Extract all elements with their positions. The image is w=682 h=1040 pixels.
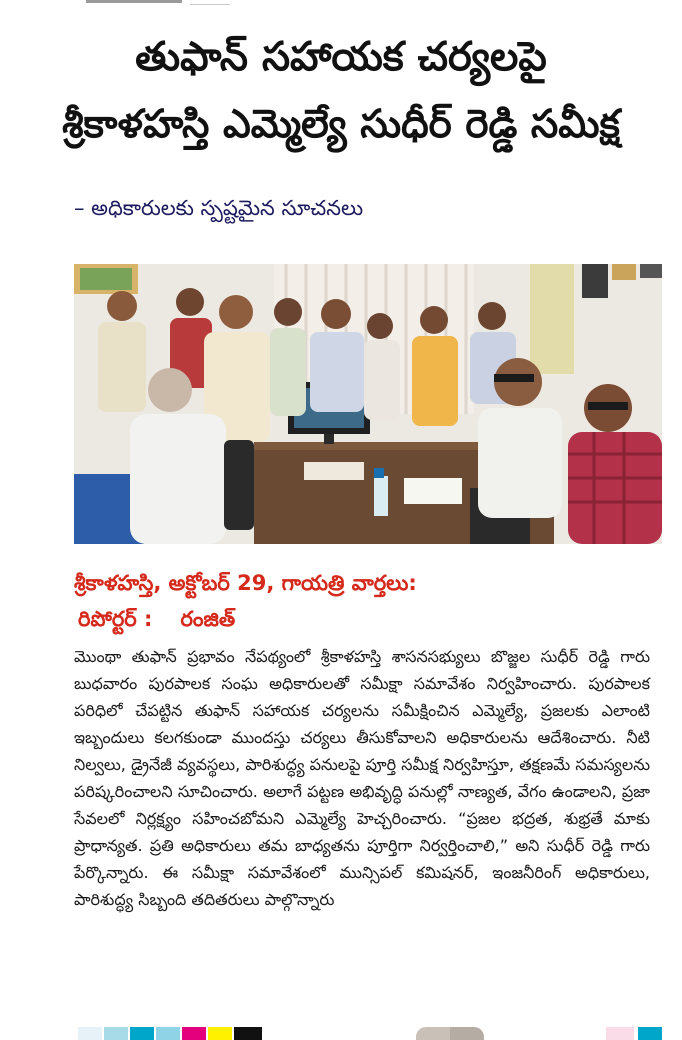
meeting-photo-illustration — [74, 264, 662, 544]
color-swatch — [156, 1027, 180, 1040]
color-swatch — [234, 1027, 262, 1040]
color-swatch — [606, 1027, 634, 1040]
color-swatch — [104, 1027, 128, 1040]
article-body: మొంథా తుఫాన్ ప్రభావం నేపథ్యంలో శ్రీకాళహస్తి శాసనసభ్యులు బొజ్జల సుధీర్ రెడ్డి గారు బుధవారం పురపాలక సంఘ అధికారులతో సమీక్షా సమావేశం నిర్వహించారు. పురపాలక పరిధిలో చేపట్టిన తుఫాన్ సహాయక చర్యలను సమీక్షించిన ఎమ్మెల్యే, ప్రజలకు ఎలాంటి ఇబ్బందులు కలగకుండా ముందస్తు చర్యలు తీసుకోవాలని అధికారులను ఆదేశించారు. నీటి నిల్వలు, డ్రైనేజీ వ్యవస్థలు, పారిశుద్ధ్య పనులపై పూర్తి సమీక్ష నిర్వహిస్తూ, తక్షణమే సమస్యలను పరిష్కరించాలని సూచించారు. అలాగే పట్టణ అభివృద్ధి పనుల్లో నాణ్యత, వేగం ఉండాలని, ప్రజా సేవలలో నిర్లక్ష్యం సహించబోమని ఎమ్మెల్యే హెచ్చరించారు. “ప్రజల భద్రత, శుభ్రతే మాకు ప్రాధాన్యత. ప్రతి అధికారులు తమ బాధ్యతను పూర్తిగా నిర్వర్తించాలి,” అని సుధీర్ రెడ్డి గారు పేర్కొన్నారు. ఈ సమీక్షా సమావేశంలో మున్సిపల్ కమిషనర్, ఇంజనీరింగ్ అధికారులు, పారిశుద్ధ్య సిబ్బంది తదితరులు పాల్గొన్నారు — [74, 647, 650, 909]
reporter-credit — [78, 607, 235, 637]
print-color-bar-left — [78, 1027, 264, 1040]
color-swatch — [638, 1027, 662, 1040]
print-color-bar-right — [606, 1027, 664, 1040]
color-swatch — [208, 1027, 232, 1040]
headline-line-2: శ్రీకాళహస్తి ఎమ్మెల్యే సుధీర్ రెడ్డి సమీక్ష — [62, 102, 620, 147]
color-swatch — [130, 1027, 154, 1040]
color-swatch — [182, 1027, 206, 1040]
news-photo — [74, 264, 662, 544]
print-color-bar-center — [416, 1027, 486, 1040]
reporter-label: రిపోర్టర్ : — [78, 607, 153, 631]
color-swatch — [416, 1027, 450, 1040]
top-rule — [86, 0, 182, 3]
color-swatch — [450, 1027, 484, 1040]
page-top-edge — [0, 0, 682, 8]
dateline: శ్రీకాళహస్తి, అక్టోబర్ 29, గాయత్రి వార్తలు: — [74, 571, 417, 595]
reporter-name: రంజిత్ — [180, 607, 236, 631]
subheadline: – అధికారులకు స్పష్టమైన సూచనలు — [74, 196, 364, 220]
headline-line-1: తుఫాన్ సహాయక చర్యలపై — [135, 34, 547, 80]
color-swatch — [78, 1027, 102, 1040]
top-fragment — [190, 0, 230, 5]
